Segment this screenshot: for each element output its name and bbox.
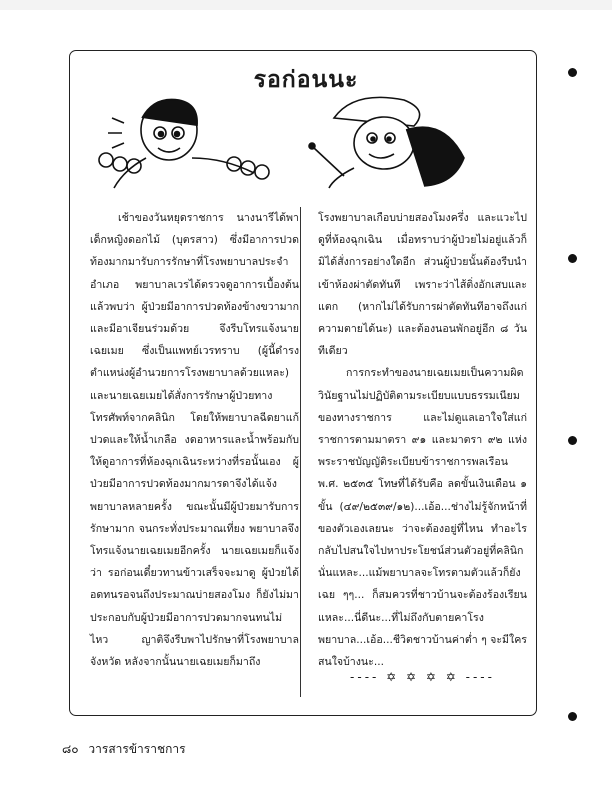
scan-top-strip	[0, 0, 612, 10]
binder-hole	[568, 68, 577, 77]
cartoon-illustration	[84, 88, 534, 192]
article-title: รอก่อนนะ	[253, 67, 359, 93]
article-column-left	[90, 207, 299, 673]
binder-hole	[568, 254, 577, 263]
column-divider-line	[300, 207, 301, 697]
article-column-right	[318, 207, 527, 673]
section-end-ornament: ---- ✡ ✡ ✡ ✡ ----	[350, 670, 495, 684]
binder-hole	[568, 712, 577, 721]
paragraph: การกระทำของนายเฉยเมยเป็นความผิดวินัยฐานไม่ปฏิบัติตามระเบียบแบบธรรมเนียมของทางราชการ และไม่ดูแลเอาใจใส่แก่ราชการตามมาตรา ๙๑ และมาตรา ๙๒ แห่งพระราชบัญญัติระเบียบข้าราชการพลเรือน พ.ศ. ๒๕๓๕ โทษที่ได้รับคือ ลดขั้นเงินเดือน ๑ ขั้น (๔๙/๒๕๓๙/๑๒)...เอ้อ...ช่างไม่รู้จักหน้าที่ของตัวเองเลยนะ ว่าจะต้องอยู่ที่ไหน ทำอะไร กลับไปสนใจไปหาประโยชน์ส่วนตัวอยู่ที่คลินิกนั่นแหละ...แม้พยาบาลจะโทรตามตัวแล้วก็ยังเฉย ๆๆ... ก็สมควรที่ชาวบ้านจะต้องร้องเรียนแหละ...นี่ดีนะ...ที่ไม่ถึงกับตายคาโรงพยาบาล...เอ้อ...ชีวิตชาวบ้านค่าต่ำ ๆ จะมีใครสนใจบ้างนะ...	[318, 367, 527, 669]
page-footer	[62, 740, 192, 759]
publication-name: วารสารข้าราชการ	[88, 742, 186, 756]
binder-hole	[568, 436, 577, 445]
doctor-cartoon-figure	[99, 99, 269, 188]
nurse-cartoon-figure	[309, 97, 464, 188]
page-number: ๘๐	[62, 742, 79, 756]
paragraph: โรงพยาบาลเกือบบ่ายสองโมงครึ่ง และแวะไปดูที่ห้องฉุกเฉิน เมื่อทราบว่าผู้ป่วยไม่อยู่แล้วก็มิได้สั่งการอย่างใดอีก ส่วนผู้ป่วยนั้นต้องรีบนำเข้าห้องผ่าตัดทันที เพราะว่าไส้ติ่งอักเสบและแตก (หากไม่ได้รับการผ่าตัดทันทีอาจถึงแก่ความตายได้นะ) และต้องนอนพักอยู่อีก ๘ วันทีเดียว	[318, 212, 527, 358]
paragraph: เช้าของวันหยุดราชการ นางนารีได้พาเด็กหญิงดอกไม้ (บุตรสาว) ซึ่งมีอาการปวดท้องมากมารับการรักษาที่โรงพยาบาลประจำอำเภอ พยาบาลเวรได้ตรวจดูอาการเบื้องต้นแล้วพบว่า ผู้ป่วยมีอาการปวดท้องข้างขวามาก และมีอาเจียนร่วมด้วย จึงรีบโทรแจ้งนายเฉยเมย ซึ่งเป็นแพทย์เวรทราบ (ผู้นี้ดำรงตำแหน่งผู้อำนวยการโรงพยาบาลด้วยแหละ) และนายเฉยเมยได้สั่งการรักษาผู้ป่วยทางโทรศัพท์จากคลินิก โดยให้พยาบาลฉีดยาแก้ปวดและให้น้ำเกลือ งดอาหารและน้ำพร้อมกับให้ดูอาการที่ห้องฉุกเฉินระหว่างที่รอนั้นเอง ผู้ป่วยมีอาการปวดท้องมากมารดาจึงได้แจ้งพยาบาลหลายครั้ง ขณะนั้นมีผู้ป่วยมารับการรักษามาก จนกระทั่งประมาณเที่ยง พยาบาลจึงโทรแจ้งนายเฉยเมยอีกครั้ง นายเฉยเมยก็แจ้งว่า รอก่อนเดี๋ยวทานข้าวเสร็จจะมาดู ผู้ป่วยได้อดทนรอจนถึงประมาณบ่ายสองโมง ก็ยังไม่มา ประกอบกับผู้ป่วยมีอาการปวดมากจนทนไม่ไหว ญาติจึงรีบพาไปรักษาที่โรงพยาบาลจังหวัด หลังจากนั้นนายเฉยเมยก็มาถึง	[90, 212, 299, 669]
